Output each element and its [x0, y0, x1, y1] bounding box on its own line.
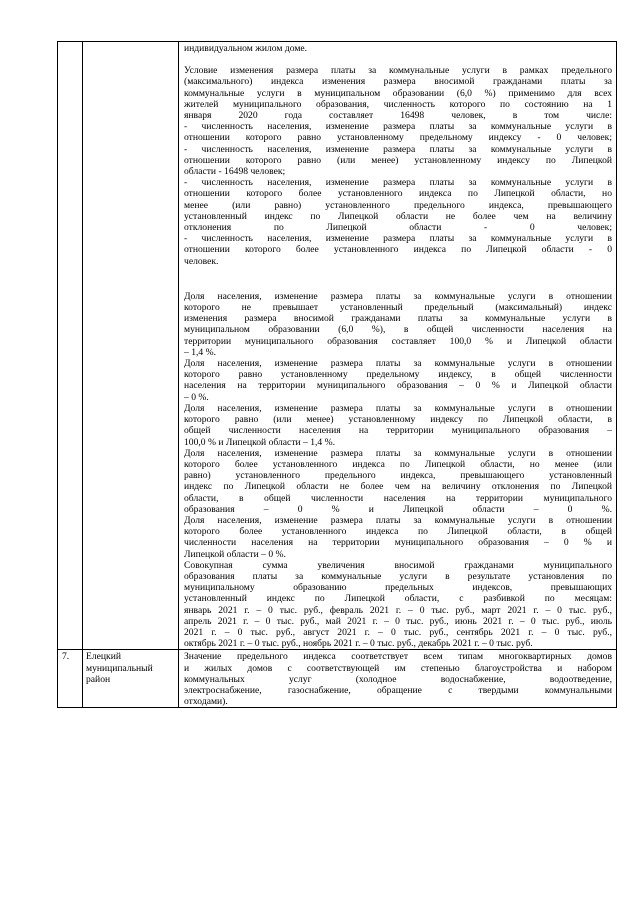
text-line: жителей муниципального образования, численность которого по состоянию на 1 [184, 98, 612, 110]
text-line: изменения размера вносимой гражданами платы за коммунальные услуги в [184, 313, 612, 325]
text-line: (максимального) индекса изменения размера вносимой гражданами платы за [184, 76, 612, 88]
description-cell [179, 42, 617, 650]
text-line: января 2020 года составляет 16498 человек, в том числе: [184, 110, 612, 122]
text-line: территории муниципального образования составляет 100,0 % и Липецкой области [184, 335, 612, 347]
text-line: Доля населения, изменение размера платы за коммунальные услуги в отношении [184, 514, 612, 526]
municipality-name [83, 650, 178, 685]
text-line: отношении которого равно (или менее) установленному индексу по Липецкой [184, 154, 612, 166]
table-row-7 [58, 650, 617, 708]
municipality-name-cell [83, 42, 179, 650]
text-line: отношении которого более установленного индекса по Липецкой области - 0 [184, 244, 612, 256]
text-line: коммунальных услуг (холодное водоснабжение, водоотведение, [184, 673, 612, 685]
description-cell [179, 650, 617, 708]
text-line: населения на территории муниципального образования – 0 % и Липецкой области [184, 380, 612, 392]
text-line: Доля населения, изменение размера платы за коммунальные услуги в отношении [184, 447, 612, 459]
text-line: муниципальном образовании (6,0 %), в общей численности населения на [184, 324, 612, 336]
text-line: отношении которого равно установленному предельному индексу - 0 человек; [184, 132, 612, 144]
paragraph-lead [184, 43, 612, 54]
text-line: 100,0 % и Липецкой области – 1,4 %. [184, 436, 336, 448]
text-line: установленный индекс по Липецкой области, с разбивкой по месяцам: [184, 593, 612, 605]
text-line: численности населения на территории муниципального образования – 0 % и [184, 537, 612, 549]
text-line: – 0 %. [184, 391, 209, 403]
text-line: общей численности населения на территории муниципального образования – [184, 425, 612, 437]
text-line: которого более установленного индекса по Липецкой области, но менее (или [184, 458, 612, 470]
text-line: - численность населения, изменение размера платы за коммунальные услуги в [184, 177, 612, 189]
document-table [57, 41, 617, 708]
text-line: человек. [184, 255, 219, 267]
text-line: октябрь 2021 г. – 0 тыс. руб., ноябрь 2021 г. – 0 тыс. руб., декабрь 2021 г. – 0 тыс. руб. [184, 638, 533, 650]
text-line: индивидуальном жилом доме. [184, 43, 308, 54]
text-line: – 1,4 %. [184, 346, 216, 358]
text-line: менее (или равно) установленного предельного индекса, превышающего [184, 199, 612, 211]
text-line: отходами). [184, 696, 228, 708]
text-line: установленный индекс по Липецкой области не более чем на величину [184, 210, 612, 222]
text-line: - численность населения, изменение размера платы за коммунальные услуги в [184, 121, 612, 133]
text-line: Елецкий [86, 651, 121, 663]
text-line: Липецкой области – 0 %. [184, 548, 286, 560]
text-line: Значение предельного индекса соответствует всем типам многоквартирных домов [184, 651, 612, 663]
text-line: Совокупная сумма увеличения вносимой гражданами муниципального [184, 559, 612, 571]
municipality-name [83, 42, 178, 43]
text-line: образования – 0 % и Липецкой области – 0 %. [184, 503, 612, 515]
paragraph-condition [184, 65, 612, 267]
text-line: - численность населения, изменение размера платы за коммунальные услуги в [184, 233, 612, 245]
text-line: Доля населения, изменение размера платы за коммунальные услуги в отношении [184, 402, 612, 414]
text-line: электроснабжение, газоснабжение, обращение с твердыми коммунальными [184, 684, 612, 696]
text-line: образования платы за коммунальные услуги в результате установления по [184, 570, 612, 582]
text-line: отношении которого более установленного индекса по Липецкой области, но [184, 188, 612, 200]
row-number: 7. [62, 651, 70, 663]
text-line: муниципальный [86, 662, 153, 674]
text-line: отклонения по Липецкой области - 0 человек; [184, 222, 612, 234]
text-line: Условие изменения размера платы за коммунальные услуги в рамках предельного [184, 65, 612, 77]
municipality-name-cell [83, 650, 179, 708]
text-line: - численность населения, изменение размера платы за коммунальные услуги в [184, 143, 612, 155]
text-line: 2021 г. – 0 тыс. руб., август 2021 г. – 0 тыс. руб., сентябрь 2021 г. – 0 тыс. руб., [184, 626, 612, 638]
text-line: Доля населения, изменение размера платы за коммунальные услуги в отношении [184, 290, 612, 302]
row-number [58, 42, 82, 43]
text-line: равно) установленного предельного индекса, превышающего установленный [184, 470, 612, 482]
table-row-6 [58, 42, 617, 650]
text-line: Доля населения, изменение размера платы за коммунальные услуги в отношении [184, 358, 612, 370]
text-line: и жилых домов с соответствующей им степенью благоустройства и набором [184, 662, 612, 674]
row-number-cell [58, 650, 83, 708]
text-line: район [86, 673, 111, 685]
text-line: январь 2021 г. – 0 тыс. руб., февраль 2021 г. – 0 тыс. руб., март 2021 г. – 0 тыс. руб., [184, 604, 612, 616]
text-line: области, в общей численности населения на территории муниципального [184, 492, 612, 504]
paragraph-index-note [184, 651, 612, 707]
row-number-cell [58, 42, 83, 650]
text-line: области - 16498 человек; [184, 166, 286, 178]
text-line: коммунальные услуги в муниципальном образовании (6,0 %) применимо для всех [184, 87, 612, 99]
text-line: апрель 2021 г. – 0 тыс. руб., май 2021 г. – 0 тыс. руб., июнь 2021 г. – 0 тыс. руб., июль [184, 615, 612, 627]
text-line: которого равно (или менее) установленному индексу по Липецкой области, в [184, 414, 612, 426]
paragraph-shares [184, 291, 612, 650]
text-line: которого не превышает установленный предельный (максимальный) индекс [184, 302, 612, 314]
text-line: индекс по Липецкой области не более чем на величину отклонения по Липецкой [184, 481, 612, 493]
text-line: которого равно установленному предельному индексу, в общей численности [184, 369, 612, 381]
text-line: которого более установленного индекса по Липецкой области, в общей [184, 526, 612, 538]
text-line: муниципальному образованию предельных индексов, превышающих [184, 582, 612, 594]
